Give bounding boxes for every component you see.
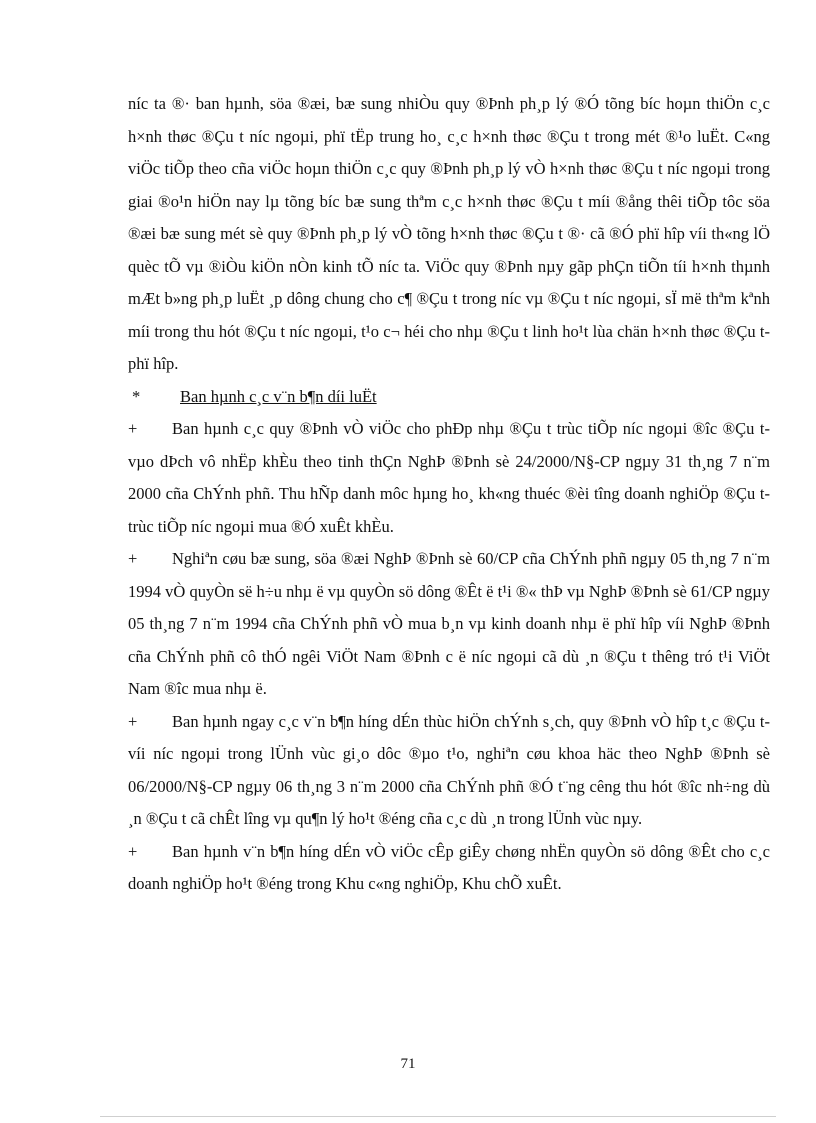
list-item — [128, 543, 770, 706]
page-number: 71 — [400, 1056, 416, 1072]
plus-marker: + — [128, 841, 138, 861]
body-text — [128, 88, 770, 901]
list-item — [128, 413, 770, 543]
list-item — [128, 836, 770, 901]
section-heading-text: Ban hµnh c¸c v¨n b¶n díi luËt — [180, 386, 377, 406]
list-item-text: Ban hµnh c¸c quy ®Þnh vÒ viÖc cho phÐp nhµ ®Çu t trùc tiÕp níc ngoµi ®îc ®Çu t vµo dÞch vô nhËp khÈu theo tinh thÇn NghÞ ®Þnh sè 24/2000/N§-CP ngµy 31 th¸ng 7 n¨m 2000 cña ChÝnh phñ. Thu hÑp danh môc hµng ho¸ kh«ng thuéc ®èi tîng doanh nghiÖp ®Çu t trùc tiÕp níc ngoµi mua ®Ó xuÊt khÈu. — [128, 419, 770, 536]
asterisk-marker: * — [132, 386, 141, 406]
plus-marker: + — [128, 711, 138, 731]
plus-marker: + — [128, 419, 138, 438]
plus-marker: + — [128, 549, 138, 568]
section-heading — [128, 381, 770, 414]
bottom-rule — [100, 1116, 776, 1117]
list-item-text: Ban hµnh ngay c¸c v¨n b¶n híng dÉn thùc hiÖn chÝnh s¸ch, quy ®Þnh vÒ hîp t¸c ®Çu t víi níc ngoµi trong lÜnh vùc gi¸o dôc ®µo t¹o, nghiªn cøu khoa häc theo NghÞ ®Þnh sè 06/2000/N§-CP ngµy 06 th¸ng 3 n¨m 2000 cña ChÝnh phñ ®Ó t¨ng cêng thu hót ®îc nh÷ng dù ¸n ®Çu t cã chÊt lîng vµ qu¶n lý ho¹t ®éng cña c¸c dù ¸n trong lÜnh vùc nµy. — [128, 711, 770, 828]
list-item-text: Ban hµnh v¨n b¶n híng dÉn vÒ viÖc cÊp giÊy chøng nhËn quyÒn sö dông ®Êt cho c¸c doanh nghiÖp ho¹t ®éng trong Khu c«ng nghiÖp, Khu chÕ xuÊt. — [128, 841, 770, 893]
list-item-text: Nghiªn cøu bæ sung, söa ®æi NghÞ ®Þnh sè 60/CP cña ChÝnh phñ ngµy 05 th¸ng 7 n¨m 1994 vÒ quyÒn së h÷u nhµ ë vµ quyÒn sö dông ®Êt ë t¹i ®« thÞ vµ NghÞ ®Þnh sè 61/CP ngµy 05 th¸ng 7 n¨m 1994 cña ChÝnh phñ vÒ mua b¸n vµ kinh doanh nhµ ë phï hîp víi NghÞ ®Þnh cña ChÝnh phñ cô thÓ ngêi ViÖt Nam ®Þnh c ë níc ngoµi cã dù ¸n ®Çu t thêng tró t¹i ViÖt Nam ®îc mua nhµ ë. — [128, 549, 770, 698]
list-item — [128, 706, 770, 836]
paragraph: níc ta ®· ban hµnh, söa ®æi, bæ sung nhiÒu quy ®Þnh ph¸p lý ®Ó tõng bíc hoµn thiÖn c¸c h×nh thøc ®Çu t níc ngoµi, phï tËp trung ho¸ c¸c h×nh thøc ®Çu t trong mét ®¹o luËt. C«ng viÖc tiÕp theo cña viÖc hoµn thiÖn c¸c quy ®Þnh ph¸p lý vÒ h×nh thøc ®Çu t níc ngoµi trong giai ®o¹n hiÖn nay lµ tõng bíc bæ sung thªm c¸c h×nh thøc ®Çu t míi ®ång thêi tiÕp tôc söa ®æi bæ sung mét sè quy ®Þnh ph¸p lý vÒ tõng h×nh thøc ®Çu t ®· cã ®Ó phï hîp víi th«ng lÖ quèc tÕ vµ ®iÒu kiÖn nÒn kinh tÕ níc ta. ViÖc quy ®Þnh nµy gãp phÇn tiÕn tíi h×nh thµnh mÆt b»ng ph¸p luËt ¸p dông chung cho c¶ ®Çu t trong níc vµ ®Çu t níc ngoµi, sÏ më thªm kªnh míi trong thu hót ®Çu t níc ngoµi, t¹o c¬ héi cho nhµ ®Çu t linh ho¹t lùa chän h×nh thøc ®Çu t phï hîp. — [128, 94, 770, 373]
